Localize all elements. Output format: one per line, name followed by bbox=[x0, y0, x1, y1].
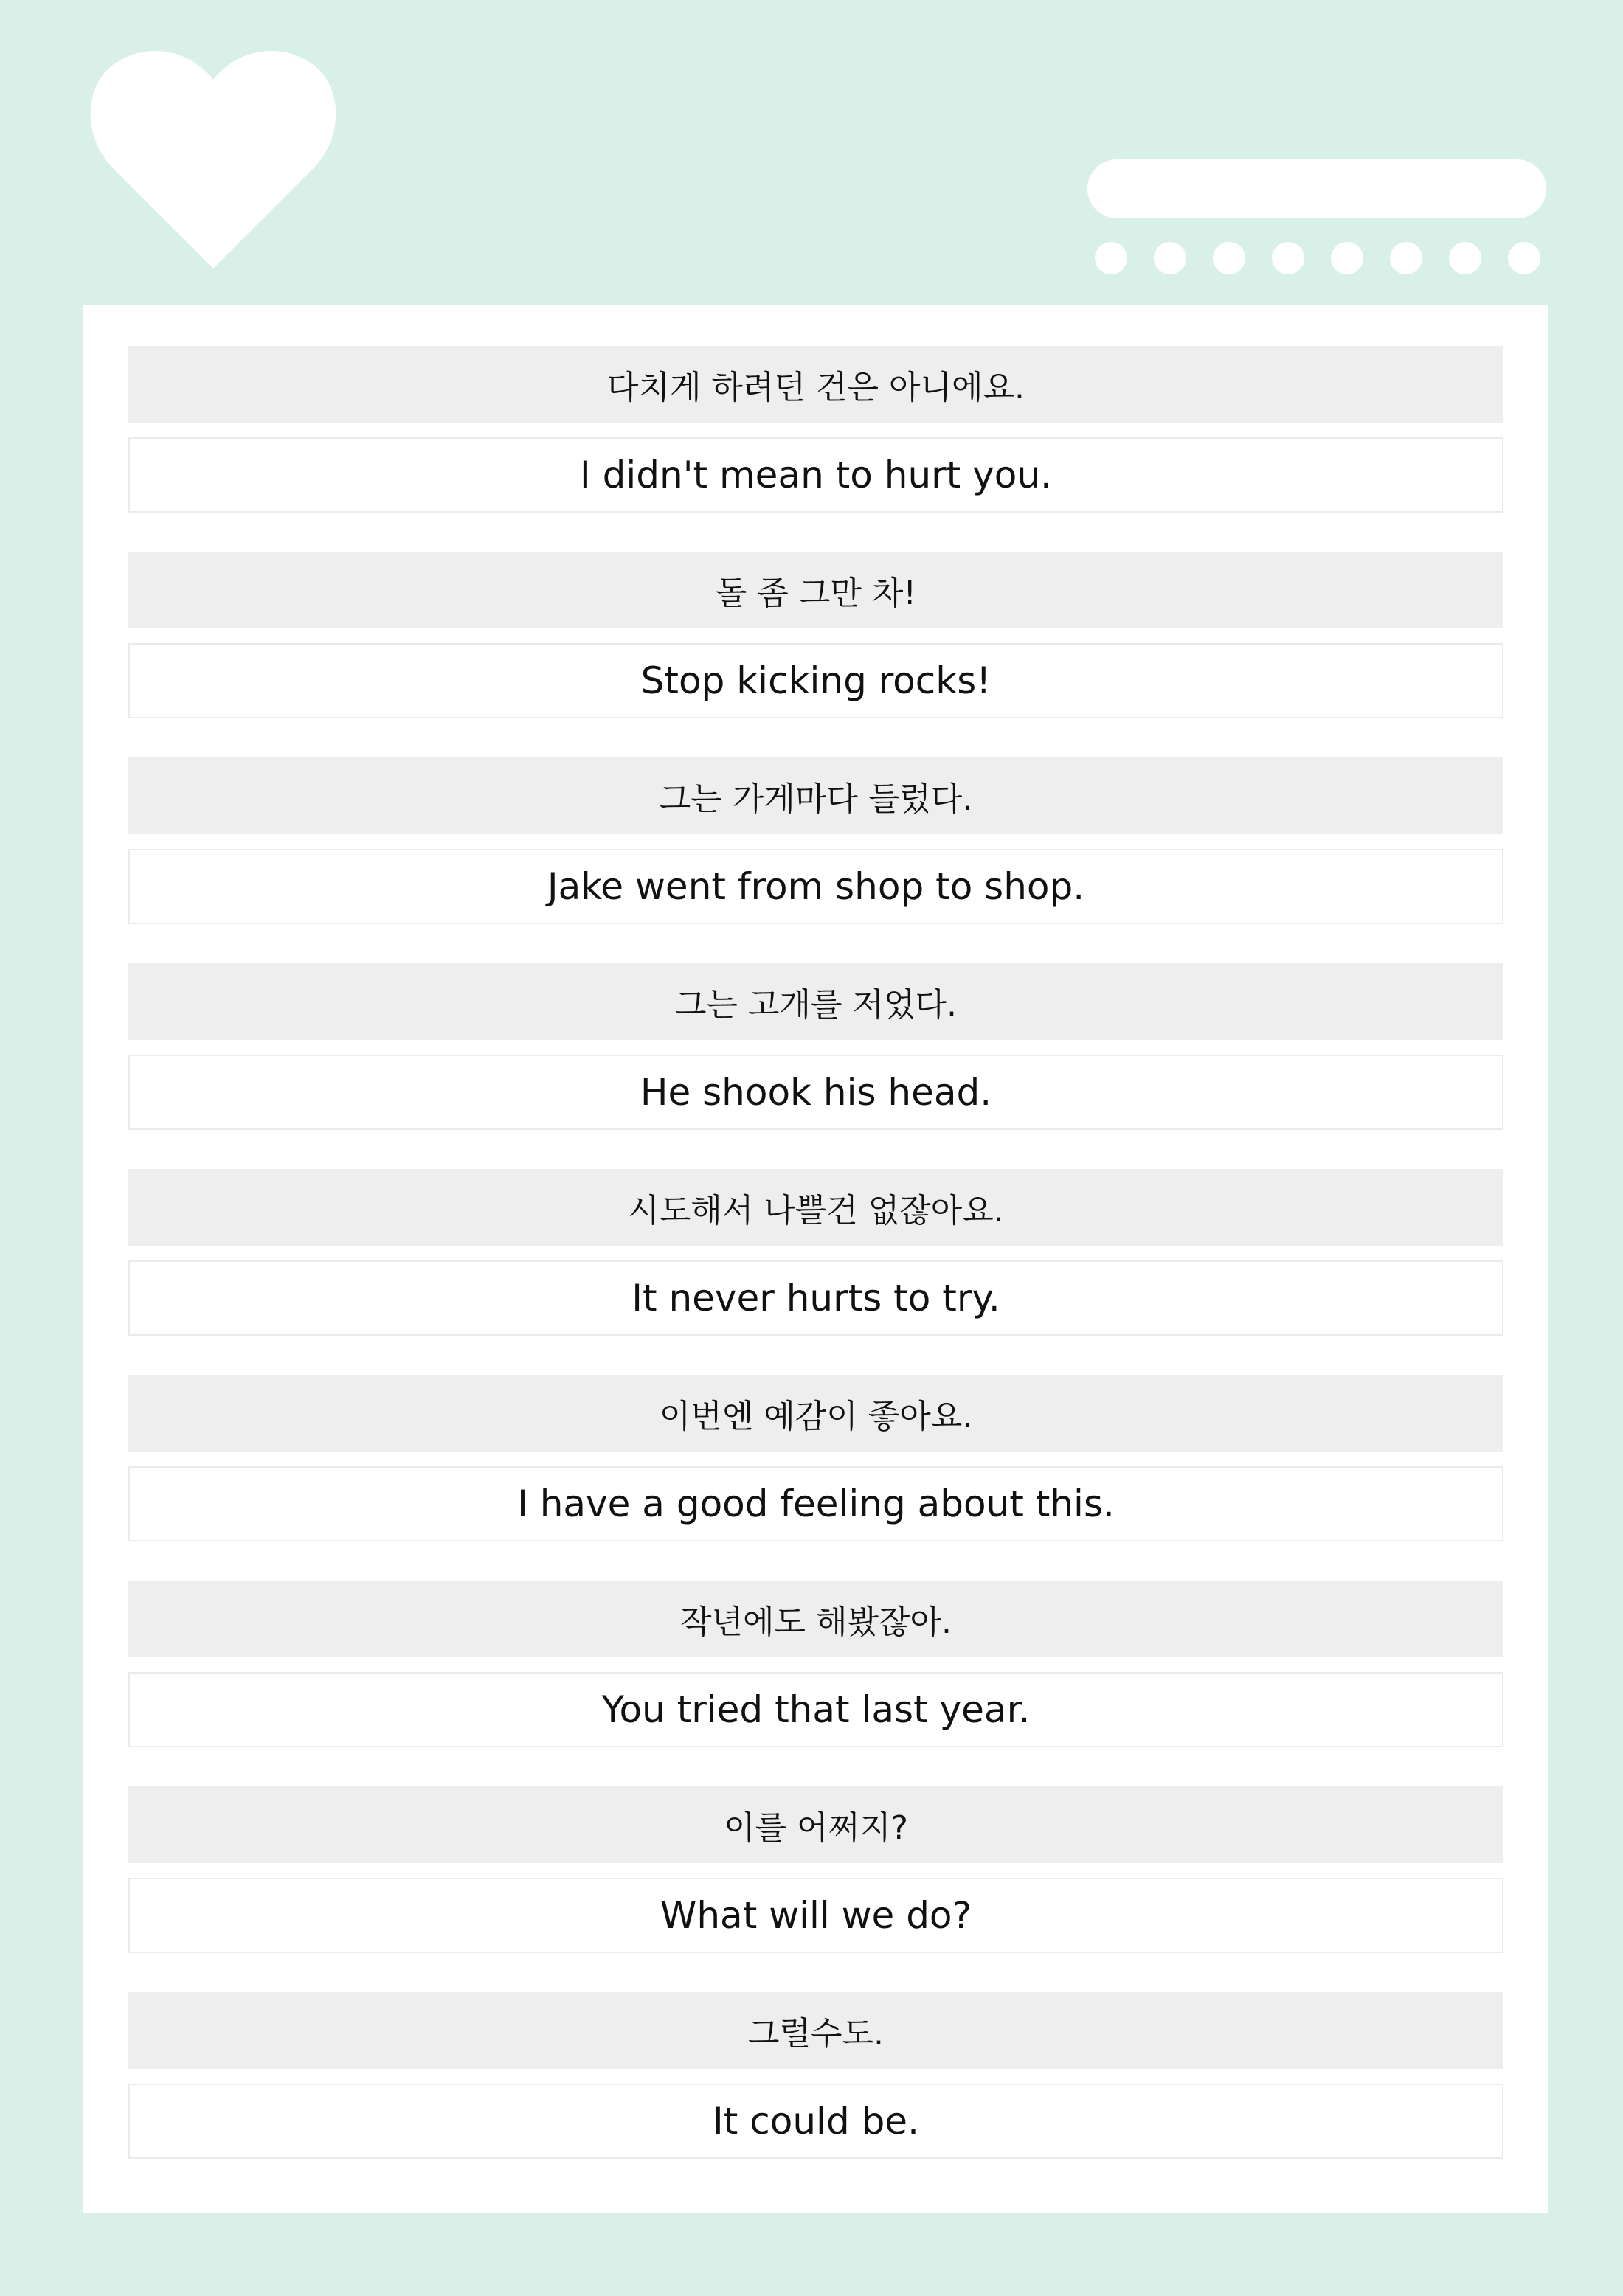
dots-row bbox=[1095, 242, 1540, 274]
korean-phrase: 그럴수도. bbox=[128, 1992, 1503, 2069]
korean-phrase: 돌 좀 그만 차! bbox=[128, 552, 1503, 628]
dot bbox=[1272, 242, 1304, 274]
phrase-card bbox=[128, 1169, 1503, 1336]
english-phrase: I didn't mean to hurt you. bbox=[128, 437, 1503, 513]
phrase-card bbox=[128, 1375, 1503, 1541]
dot bbox=[1213, 242, 1245, 274]
korean-phrase: 작년에도 해봤잖아. bbox=[128, 1581, 1503, 1657]
phrase-card bbox=[128, 1992, 1503, 2159]
phrase-card bbox=[128, 963, 1503, 1130]
korean-phrase: 이를 어쩌지? bbox=[128, 1786, 1503, 1863]
korean-phrase: 다치게 하려던 건은 아니에요. bbox=[128, 346, 1503, 423]
phrase-card bbox=[128, 1786, 1503, 1953]
korean-phrase: 시도해서 나쁠건 없잖아요. bbox=[128, 1169, 1503, 1246]
korean-phrase: 그는 가게마다 들렀다. bbox=[128, 757, 1503, 834]
phrase-card bbox=[128, 552, 1503, 718]
dot bbox=[1154, 242, 1186, 274]
phrase-card bbox=[128, 1581, 1503, 1747]
phrase-sheet bbox=[83, 305, 1548, 2213]
dot bbox=[1331, 242, 1363, 274]
english-phrase: Jake went from shop to shop. bbox=[128, 849, 1503, 924]
search-bar-decoration bbox=[1087, 159, 1546, 218]
phrase-card bbox=[128, 346, 1503, 513]
english-phrase: You tried that last year. bbox=[128, 1672, 1503, 1747]
korean-phrase: 그는 고개를 저었다. bbox=[128, 963, 1503, 1040]
english-phrase: What will we do? bbox=[128, 1878, 1503, 1953]
english-phrase: I have a good feeling about this. bbox=[128, 1466, 1503, 1541]
english-phrase: It never hurts to try. bbox=[128, 1260, 1503, 1336]
dot bbox=[1390, 242, 1422, 274]
dot bbox=[1449, 242, 1481, 274]
korean-phrase: 이번엔 예감이 좋아요. bbox=[128, 1375, 1503, 1452]
phrase-card bbox=[128, 757, 1503, 924]
dot bbox=[1095, 242, 1127, 274]
english-phrase: It could be. bbox=[128, 2084, 1503, 2159]
heart-icon bbox=[90, 47, 336, 268]
dot bbox=[1508, 242, 1540, 274]
english-phrase: He shook his head. bbox=[128, 1055, 1503, 1130]
english-phrase: Stop kicking rocks! bbox=[128, 643, 1503, 718]
